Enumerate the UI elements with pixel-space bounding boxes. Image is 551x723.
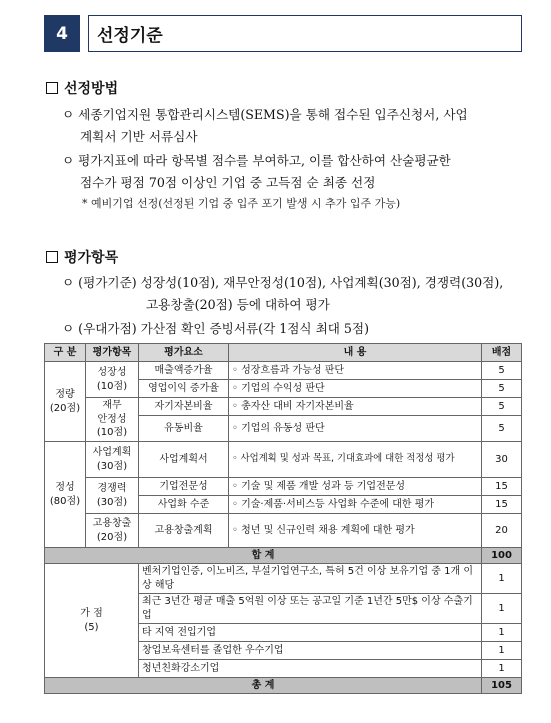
bonus-content: 청년친화강소기업 (139, 660, 482, 678)
items-heading (46, 247, 118, 267)
bonus-content: 창업보육센터를 졸업한 우수기업 (139, 642, 482, 660)
section-title: 선정기준 (88, 15, 522, 52)
checkbox-square-icon (46, 251, 58, 263)
category-bonus: 가 점 (5) (45, 564, 139, 678)
method-bullet1-line1: ㅇ 세종기업지원 통합관리시스템(SEMS)을 통해 접수된 입주신청서, 사업 (62, 107, 468, 122)
score-cell: 5 (482, 380, 522, 398)
item-plan: 사업계획 (30점) (86, 442, 139, 478)
content-cell: ◦ 총자산 대비 자기자본비율 (229, 398, 482, 416)
category-qual: 정성 (80점) (45, 442, 86, 548)
total-row (45, 678, 522, 694)
table-row (45, 362, 522, 380)
method-bullet1-line2: 계획서 기반 서류심사 (80, 129, 198, 144)
content-cell: ◦ 성장흐름과 가능성 판단 (229, 362, 482, 380)
items-line1: ㅇ (평가기준) 성장성(10점), 재무안정성(10점), 사업계획(30점), 경쟁력(30점), (62, 275, 504, 290)
content-cell: ◦ 청년 및 신규인력 채용 계획에 대한 평가 (229, 514, 482, 548)
element-cell: 고용창출계획 (139, 514, 229, 548)
bonus-row (45, 564, 522, 594)
method-heading-text: 선정방법 (64, 81, 119, 97)
method-heading (46, 78, 118, 98)
bonus-score: 1 (482, 660, 522, 678)
header-score: 배점 (482, 344, 522, 362)
score-cell: 5 (482, 398, 522, 416)
total-score: 105 (482, 678, 522, 694)
bonus-content: 타 지역 전입기업 (139, 624, 482, 642)
element-cell: 사업계획서 (139, 442, 229, 478)
score-cell: 5 (482, 416, 522, 442)
content-cell: ◦ 기술 및 제품 개발 성과 등 기업전문성 (229, 478, 482, 496)
header-content: 내 용 (229, 344, 482, 362)
bonus-score: 1 (482, 594, 522, 624)
total-label: 총 계 (45, 678, 482, 694)
score-cell: 20 (482, 514, 522, 548)
bonus-content: 벤처기업인증, 이노비즈, 부설기업연구소, 특허 5건 이상 보유기업 중 1개 이상 해당 (139, 564, 482, 594)
element-cell: 영업이익 증가율 (139, 380, 229, 398)
item-compete: 경쟁력 (30점) (86, 478, 139, 514)
element-cell: 자기자본비율 (139, 398, 229, 416)
items-line3: ㅇ (우대가점) 가산점 확인 증빙서류(각 1점식 최대 5점) (62, 321, 370, 336)
checkbox-square-icon (46, 82, 58, 94)
section-number: 4 (44, 15, 80, 52)
header-element: 평가요소 (139, 344, 229, 362)
table-row (45, 398, 522, 416)
method-bullet2-line1: ㅇ 평가지표에 따라 항목별 점수를 부여하고, 이를 합산하여 산술평균한 (62, 153, 451, 168)
content-cell: ◦ 기업의 유동성 판단 (229, 416, 482, 442)
item-finance: 재무 안정성 (10점) (86, 398, 139, 442)
bonus-score: 1 (482, 564, 522, 594)
subtotal-row (45, 548, 522, 564)
header-item: 평가항목 (86, 344, 139, 362)
table-header-row (45, 344, 522, 362)
items-line2: 고용창출(20점) 등에 대하여 평가 (146, 297, 330, 312)
table-row (45, 514, 522, 548)
score-cell: 15 (482, 478, 522, 496)
subtotal-label: 합 계 (45, 548, 482, 564)
score-cell: 5 (482, 362, 522, 380)
method-note: * 예비기업 선정(선정된 기업 중 입주 포기 발생 시 추가 입주 가능) (82, 197, 401, 210)
element-cell: 유동비율 (139, 416, 229, 442)
table-row (45, 442, 522, 478)
table-row (45, 478, 522, 496)
subtotal-score: 100 (482, 548, 522, 564)
section-header (44, 15, 522, 52)
item-growth: 성장성 (10점) (86, 362, 139, 398)
bonus-score: 1 (482, 624, 522, 642)
category-quant: 정량 (20점) (45, 362, 86, 442)
content-cell: ◦ 사업계획 및 성과 목표, 기대효과에 대한 적정성 평가 (229, 442, 482, 478)
bonus-content: 최근 3년간 평균 매출 5억원 이상 또는 공고일 기준 1년간 5만$ 이상 수출기업 (139, 594, 482, 624)
criteria-table (44, 343, 522, 694)
score-cell: 15 (482, 496, 522, 514)
score-cell: 30 (482, 442, 522, 478)
content-cell: ◦ 기술·제품·서비스등 사업화 수준에 대한 평가 (229, 496, 482, 514)
header-category: 구 분 (45, 344, 86, 362)
element-cell: 기업전문성 (139, 478, 229, 496)
method-bullet2-line2: 점수가 평점 70점 이상인 기업 중 고득점 순 최종 선정 (80, 175, 376, 190)
bonus-score: 1 (482, 642, 522, 660)
item-employ: 고용창출 (20점) (86, 514, 139, 548)
element-cell: 사업화 수준 (139, 496, 229, 514)
items-heading-text: 평가항목 (64, 250, 119, 266)
element-cell: 매출액증가율 (139, 362, 229, 380)
content-cell: ◦ 기업의 수익성 판단 (229, 380, 482, 398)
